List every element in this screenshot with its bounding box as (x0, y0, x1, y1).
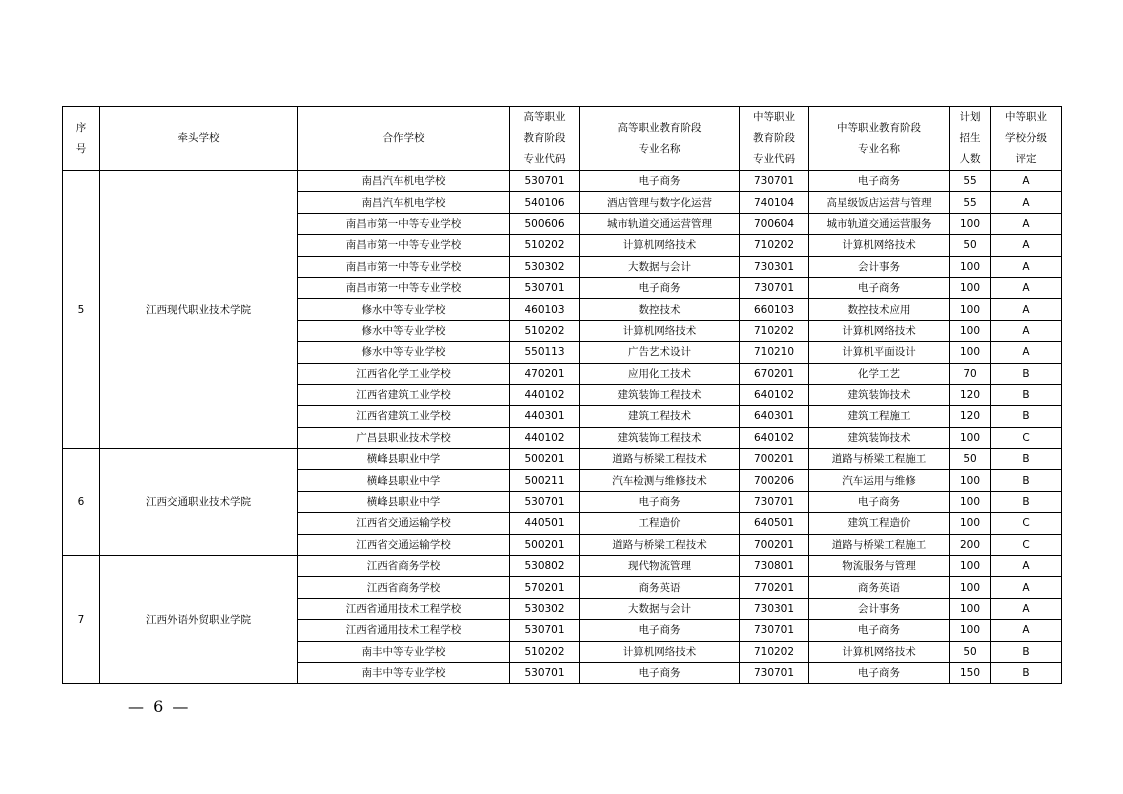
secondary-name-cell: 计算机网络技术 (809, 235, 950, 256)
table-header (63, 107, 1062, 171)
secondary-name-cell: 会计事务 (809, 256, 950, 277)
plan-count-cell: 200 (950, 534, 991, 555)
higher-name-cell: 电子商务 (580, 662, 740, 683)
grade-cell: A (991, 299, 1062, 320)
plan-count-cell: 100 (950, 470, 991, 491)
higher-name-cell: 电子商务 (580, 171, 740, 192)
higher-code-cell: 440102 (510, 427, 580, 448)
secondary-name-cell: 高星级饭店运营与管理 (809, 192, 950, 213)
grade-cell: A (991, 235, 1062, 256)
grade-cell: A (991, 320, 1062, 341)
secondary-code-cell: 730701 (740, 620, 809, 641)
table-body (63, 171, 1062, 684)
plan-count-cell: 100 (950, 598, 991, 619)
higher-name-cell: 大数据与会计 (580, 256, 740, 277)
secondary-code-cell: 700201 (740, 534, 809, 555)
secondary-code-cell: 710202 (740, 641, 809, 662)
plan-count-cell: 100 (950, 620, 991, 641)
grade-cell: B (991, 363, 1062, 384)
grade-cell: B (991, 491, 1062, 512)
higher-code-cell: 510202 (510, 641, 580, 662)
plan-count-cell: 50 (950, 235, 991, 256)
table-row (63, 449, 1062, 470)
secondary-name-cell: 电子商务 (809, 277, 950, 298)
plan-count-cell: 120 (950, 406, 991, 427)
grade-cell: B (991, 641, 1062, 662)
higher-code-cell: 440301 (510, 406, 580, 427)
partner-school-cell: 南昌市第一中等专业学校 (298, 277, 510, 298)
higher-code-cell: 440501 (510, 513, 580, 534)
secondary-name-cell: 计算机网络技术 (809, 641, 950, 662)
partner-school-cell: 江西省建筑工业学校 (298, 384, 510, 405)
secondary-code-cell: 770201 (740, 577, 809, 598)
lead-school-cell: 江西交通职业技术学院 (100, 449, 298, 556)
higher-code-cell: 500201 (510, 534, 580, 555)
grade-cell: A (991, 577, 1062, 598)
secondary-code-cell: 730701 (740, 491, 809, 512)
higher-code-cell: 530701 (510, 277, 580, 298)
plan-count-cell: 100 (950, 577, 991, 598)
seq-cell: 6 (63, 449, 100, 556)
secondary-name-cell: 电子商务 (809, 662, 950, 683)
partner-school-cell: 南昌汽车机电学校 (298, 192, 510, 213)
higher-name-cell: 汽车检测与维修技术 (580, 470, 740, 491)
secondary-name-cell: 建筑装饰技术 (809, 384, 950, 405)
grade-cell: B (991, 449, 1062, 470)
partner-school-cell: 江西省化学工业学校 (298, 363, 510, 384)
grade-cell: A (991, 256, 1062, 277)
secondary-code-cell: 730701 (740, 171, 809, 192)
higher-code-cell: 510202 (510, 235, 580, 256)
secondary-name-cell: 道路与桥梁工程施工 (809, 449, 950, 470)
higher-name-cell: 建筑装饰工程技术 (580, 384, 740, 405)
plan-count-cell: 100 (950, 299, 991, 320)
table-row (63, 171, 1062, 192)
partner-school-cell: 修水中等专业学校 (298, 320, 510, 341)
higher-name-cell: 计算机网络技术 (580, 235, 740, 256)
plan-count-cell: 120 (950, 384, 991, 405)
page-number: — 6 — (128, 697, 191, 716)
plan-count-cell: 55 (950, 192, 991, 213)
secondary-name-cell: 电子商务 (809, 491, 950, 512)
partner-school-cell: 江西省交通运输学校 (298, 513, 510, 534)
grade-cell: B (991, 406, 1062, 427)
higher-name-cell: 计算机网络技术 (580, 320, 740, 341)
higher-name-cell: 大数据与会计 (580, 598, 740, 619)
seq-cell: 7 (63, 556, 100, 684)
partner-school-cell: 南昌市第一中等专业学校 (298, 256, 510, 277)
plan-count-cell: 100 (950, 556, 991, 577)
grade-cell: A (991, 556, 1062, 577)
secondary-name-cell: 电子商务 (809, 620, 950, 641)
higher-code-cell: 530701 (510, 491, 580, 512)
grade-cell: A (991, 277, 1062, 298)
secondary-code-cell: 730701 (740, 277, 809, 298)
higher-name-cell: 工程造价 (580, 513, 740, 534)
secondary-name-cell: 计算机网络技术 (809, 320, 950, 341)
higher-code-cell: 440102 (510, 384, 580, 405)
secondary-name-cell: 电子商务 (809, 171, 950, 192)
seq-cell: 5 (63, 171, 100, 449)
grade-cell: C (991, 534, 1062, 555)
grade-cell: A (991, 213, 1062, 234)
secondary-code-cell: 710202 (740, 235, 809, 256)
higher-code-cell: 500211 (510, 470, 580, 491)
partner-school-cell: 江西省交通运输学校 (298, 534, 510, 555)
partner-school-cell: 江西省建筑工业学校 (298, 406, 510, 427)
secondary-name-cell: 数控技术应用 (809, 299, 950, 320)
secondary-name-cell: 会计事务 (809, 598, 950, 619)
lead-school-cell: 江西现代职业技术学院 (100, 171, 298, 449)
secondary-code-cell: 710202 (740, 320, 809, 341)
grade-cell: A (991, 171, 1062, 192)
secondary-code-cell: 710210 (740, 342, 809, 363)
higher-name-cell: 计算机网络技术 (580, 641, 740, 662)
secondary-name-cell: 建筑装饰技术 (809, 427, 950, 448)
header-seq: 序号 (63, 107, 100, 171)
secondary-code-cell: 730801 (740, 556, 809, 577)
plan-count-cell: 100 (950, 491, 991, 512)
enrollment-table (62, 106, 1062, 684)
secondary-code-cell: 640501 (740, 513, 809, 534)
header-plan: 计划 招生 人数 (950, 107, 991, 171)
higher-name-cell: 建筑装饰工程技术 (580, 427, 740, 448)
higher-code-cell: 530701 (510, 171, 580, 192)
secondary-code-cell: 740104 (740, 192, 809, 213)
plan-count-cell: 100 (950, 213, 991, 234)
secondary-code-cell: 700201 (740, 449, 809, 470)
higher-name-cell: 广告艺术设计 (580, 342, 740, 363)
grade-cell: A (991, 620, 1062, 641)
secondary-code-cell: 700604 (740, 213, 809, 234)
partner-school-cell: 南丰中等专业学校 (298, 641, 510, 662)
secondary-code-cell: 660103 (740, 299, 809, 320)
higher-code-cell: 470201 (510, 363, 580, 384)
partner-school-cell: 广昌县职业技术学校 (298, 427, 510, 448)
grade-cell: A (991, 598, 1062, 619)
grade-cell: A (991, 342, 1062, 363)
secondary-code-cell: 640102 (740, 384, 809, 405)
partner-school-cell: 修水中等专业学校 (298, 299, 510, 320)
grade-cell: C (991, 513, 1062, 534)
header-grade: 中等职业 学校分级 评定 (991, 107, 1062, 171)
secondary-name-cell: 汽车运用与维修 (809, 470, 950, 491)
higher-name-cell: 数控技术 (580, 299, 740, 320)
plan-count-cell: 100 (950, 277, 991, 298)
header-partner-school: 合作学校 (298, 107, 510, 171)
higher-name-cell: 建筑工程技术 (580, 406, 740, 427)
higher-code-cell: 570201 (510, 577, 580, 598)
higher-code-cell: 530302 (510, 598, 580, 619)
higher-name-cell: 电子商务 (580, 491, 740, 512)
secondary-name-cell: 化学工艺 (809, 363, 950, 384)
partner-school-cell: 南昌市第一中等专业学校 (298, 213, 510, 234)
secondary-code-cell: 670201 (740, 363, 809, 384)
plan-count-cell: 55 (950, 171, 991, 192)
higher-code-cell: 530302 (510, 256, 580, 277)
higher-code-cell: 540106 (510, 192, 580, 213)
header-secondary-name: 中等职业教育阶段 专业名称 (809, 107, 950, 171)
grade-cell: C (991, 427, 1062, 448)
partner-school-cell: 江西省通用技术工程学校 (298, 620, 510, 641)
lead-school-cell: 江西外语外贸职业学院 (100, 556, 298, 684)
higher-name-cell: 道路与桥梁工程技术 (580, 534, 740, 555)
higher-name-cell: 酒店管理与数字化运营 (580, 192, 740, 213)
partner-school-cell: 南昌汽车机电学校 (298, 171, 510, 192)
secondary-name-cell: 建筑工程施工 (809, 406, 950, 427)
higher-name-cell: 商务英语 (580, 577, 740, 598)
plan-count-cell: 50 (950, 449, 991, 470)
partner-school-cell: 南昌市第一中等专业学校 (298, 235, 510, 256)
higher-name-cell: 道路与桥梁工程技术 (580, 449, 740, 470)
plan-count-cell: 70 (950, 363, 991, 384)
higher-code-cell: 460103 (510, 299, 580, 320)
higher-code-cell: 500606 (510, 213, 580, 234)
partner-school-cell: 横峰县职业中学 (298, 449, 510, 470)
partner-school-cell: 江西省商务学校 (298, 577, 510, 598)
table-row (63, 556, 1062, 577)
header-lead-school: 牵头学校 (100, 107, 298, 171)
partner-school-cell: 江西省商务学校 (298, 556, 510, 577)
partner-school-cell: 南丰中等专业学校 (298, 662, 510, 683)
secondary-name-cell: 商务英语 (809, 577, 950, 598)
plan-count-cell: 150 (950, 662, 991, 683)
header-higher-code: 高等职业 教育阶段 专业代码 (510, 107, 580, 171)
header-secondary-code: 中等职业 教育阶段 专业代码 (740, 107, 809, 171)
partner-school-cell: 修水中等专业学校 (298, 342, 510, 363)
secondary-code-cell: 730301 (740, 598, 809, 619)
plan-count-cell: 100 (950, 256, 991, 277)
secondary-code-cell: 700206 (740, 470, 809, 491)
plan-count-cell: 100 (950, 513, 991, 534)
secondary-name-cell: 计算机平面设计 (809, 342, 950, 363)
header-higher-name: 高等职业教育阶段 专业名称 (580, 107, 740, 171)
higher-name-cell: 现代物流管理 (580, 556, 740, 577)
partner-school-cell: 横峰县职业中学 (298, 491, 510, 512)
higher-code-cell: 530701 (510, 620, 580, 641)
secondary-code-cell: 640301 (740, 406, 809, 427)
higher-name-cell: 电子商务 (580, 620, 740, 641)
higher-code-cell: 530701 (510, 662, 580, 683)
grade-cell: A (991, 192, 1062, 213)
higher-code-cell: 510202 (510, 320, 580, 341)
higher-code-cell: 530802 (510, 556, 580, 577)
secondary-code-cell: 730701 (740, 662, 809, 683)
plan-count-cell: 100 (950, 427, 991, 448)
grade-cell: B (991, 662, 1062, 683)
plan-count-cell: 50 (950, 641, 991, 662)
plan-count-cell: 100 (950, 320, 991, 341)
partner-school-cell: 江西省通用技术工程学校 (298, 598, 510, 619)
higher-name-cell: 电子商务 (580, 277, 740, 298)
higher-code-cell: 550113 (510, 342, 580, 363)
partner-school-cell: 横峰县职业中学 (298, 470, 510, 491)
secondary-name-cell: 建筑工程造价 (809, 513, 950, 534)
grade-cell: B (991, 470, 1062, 491)
secondary-code-cell: 640102 (740, 427, 809, 448)
grade-cell: B (991, 384, 1062, 405)
higher-name-cell: 城市轨道交通运营管理 (580, 213, 740, 234)
plan-count-cell: 100 (950, 342, 991, 363)
secondary-name-cell: 物流服务与管理 (809, 556, 950, 577)
secondary-name-cell: 城市轨道交通运营服务 (809, 213, 950, 234)
secondary-code-cell: 730301 (740, 256, 809, 277)
higher-name-cell: 应用化工技术 (580, 363, 740, 384)
higher-code-cell: 500201 (510, 449, 580, 470)
secondary-name-cell: 道路与桥梁工程施工 (809, 534, 950, 555)
